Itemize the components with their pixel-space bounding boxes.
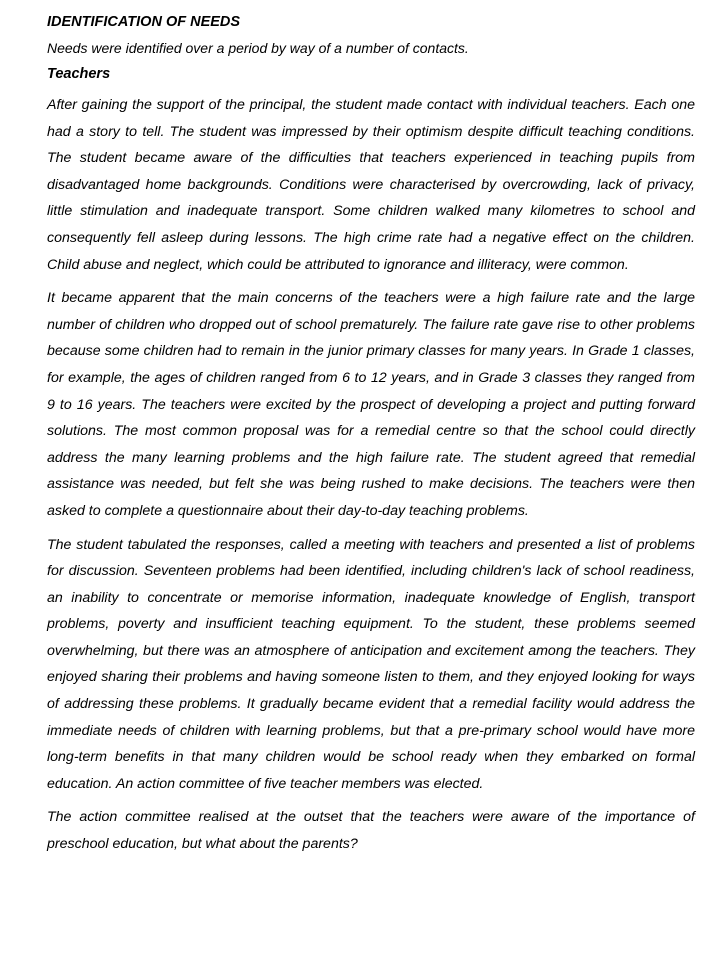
paragraph-3: The student tabulated the responses, called a meeting with teachers and presented a list of problems for discussion. Seventeen problems had been identified, including children's lack of school readiness, an inability to concentrate or memorise information, inadequate knowledge of English, transport problems, poverty and insufficient teaching equipment. To the student, these problems seemed overwhelming, but there was an atmosphere of anticipation and excitement among the teachers. They enjoyed sharing their problems and having someone listen to them, and they enjoyed looking for ways of addressing these problems. It gradually became evident that a remedial facility would address the immediate needs of children with learning problems, but that a pre-primary school would have more long-term benefits in that many children would be school ready when they embarked on formal education. An action committee of five teacher members was elected. [47, 536, 695, 792]
paragraph-2: It became apparent that the main concerns of the teachers were a high failure rate and the large number of children who dropped out of school prematurely. The failure rate gave rise to other problems because some children had to remain in the junior primary classes for many years. In Grade 1 classes, for example, the ages of children ranged from 6 to 12 years, and in Grade 3 classes they ranged from 9 to 16 years. The teachers were excited by the prospect of developing a project and putting forward solutions. The most common proposal was for a remedial centre so that the school could directly address the many learning problems and the high failure rate. The student agreed that remedial assistance was needed, but felt she was being rushed to make decisions. The teachers were then asked to complete a questionnaire about their day-to-day teaching problems. [47, 290, 695, 519]
paragraph-4: The action committee realised at the outset that the teachers were aware of the importance of preschool education, but what about the parents? [47, 809, 695, 853]
section-heading: IDENTIFICATION OF NEEDS [47, 14, 241, 30]
paragraph-1: After gaining the support of the principal, the student made contact with individual teachers. Each one had a story to tell. The student was impressed by their optimism despite difficult teaching conditions. The student became aware of the difficulties that teachers experienced in teaching pupils from disadvantaged home backgrounds. Conditions were characterised by overcrowding, lack of privacy, little stimulation and inadequate transport. Some children walked many kilometres to school and consequently fell asleep during lessons. The high crime rate had a negative effect on the children. Child abuse and neglect, which could be attributed to ignorance and illiteracy, were common. [47, 97, 695, 273]
subsection-heading: Teachers [47, 66, 111, 82]
intro-text: Needs were identified over a period by way of a number of contacts. [47, 40, 469, 56]
document-page [47, 12, 695, 865]
